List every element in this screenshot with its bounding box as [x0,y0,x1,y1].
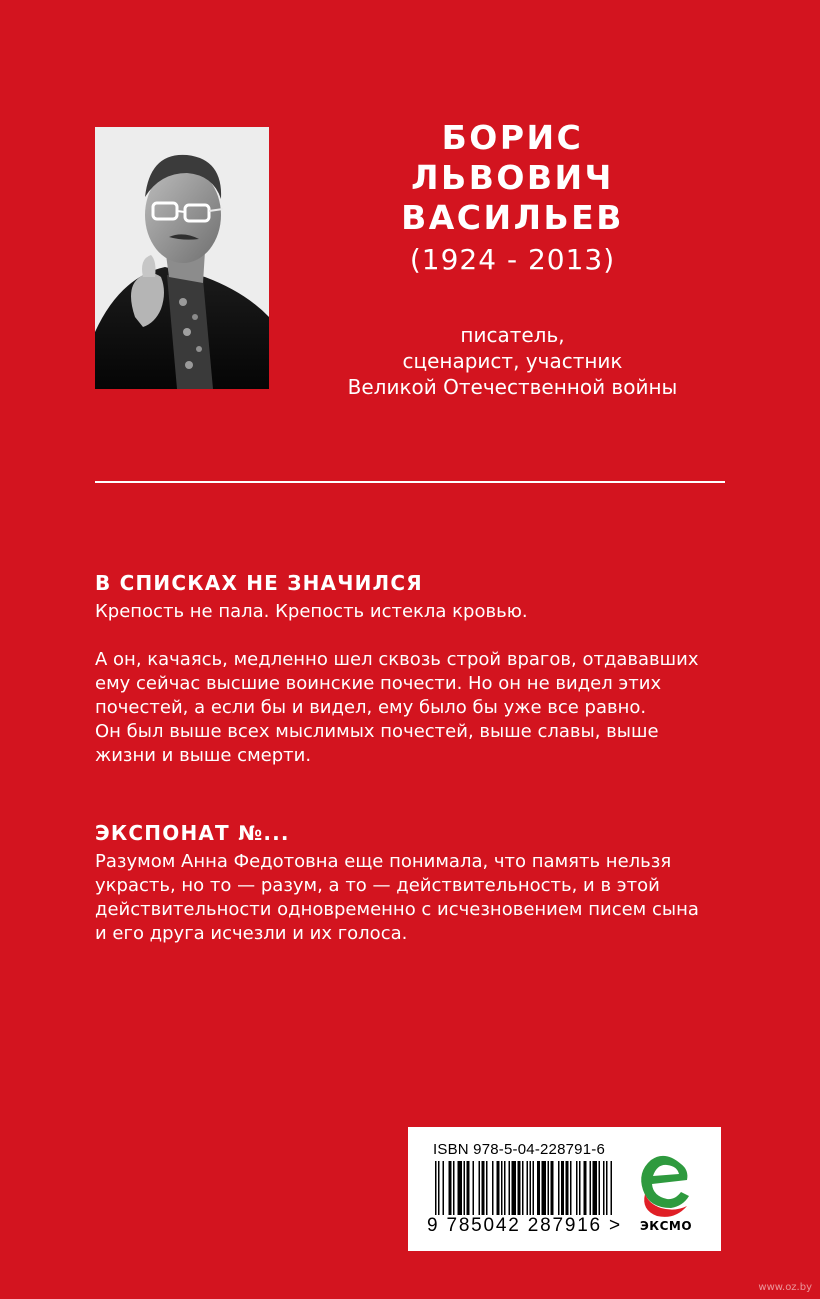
isbn-text: ISBN 978-5-04-228791-6 [433,1141,606,1158]
barcode-bar [584,1161,587,1219]
barcode-bar [576,1161,578,1219]
excerpt-line: и его друга исчезли и их голоса. [95,923,408,944]
barcode-bar [579,1161,581,1219]
barcode-bar [497,1161,500,1219]
excerpt-section [95,568,735,768]
barcode-bar [542,1161,547,1219]
author-description-line: сценарист, участник [402,349,623,373]
barcode-bar [479,1161,481,1219]
excerpt-line: Крепость не пала. Крепость истекла кровью. [95,601,528,622]
eksmo-logo-icon [635,1150,695,1220]
author-portrait-image [95,127,269,389]
barcode-bar [548,1161,550,1219]
excerpt-section [95,818,735,946]
author-description-line: писатель, [460,323,565,347]
barcode-bar [512,1161,517,1219]
barcode-bar [518,1161,521,1219]
excerpt-line: почестей, а если бы и видел, ему было бы уже все равно. [95,697,647,718]
watermark-text: www.oz.by [758,1282,812,1293]
barcode-bar [443,1161,445,1219]
author-name-line-2: ЛЬВОВИЧ [411,158,614,197]
barcode-bar [467,1161,470,1219]
barcode-bar [558,1161,560,1219]
barcode-bar [570,1161,572,1219]
barcode-bar [482,1161,485,1219]
barcode-bar [537,1161,540,1219]
author-info [300,118,725,400]
barcode-bar [561,1161,564,1219]
barcode-bar [590,1161,592,1219]
author-description-line: Великой Отечественной войны [347,375,678,399]
excerpt-line: Он был выше всех мыслимых почестей, выше славы, выше [95,721,659,742]
author-photo [95,127,269,389]
excerpt-line: ему сейчас высшие воинские почести. Но он не видел этих [95,673,662,694]
excerpt-line: Разумом Анна Федотовна еще понимала, что память нельзя [95,851,672,872]
excerpt-title: В СПИСКАХ НЕ ЗНАЧИЛСЯ [95,571,423,595]
barcode-bar [504,1161,506,1219]
excerpt-line: действительности одновременно с исчезновением писем сына [95,899,699,920]
divider-line [95,481,725,483]
barcode-bar [593,1161,598,1219]
barcode-bar [603,1161,605,1219]
barcode-bar [492,1161,494,1219]
barcode-bar [449,1161,452,1219]
barcode-bar [606,1161,608,1219]
barcode-bar [522,1161,524,1219]
barcode-bar [530,1161,532,1219]
excerpt-title: ЭКСПОНАТ №... [95,821,290,845]
barcode-bar [551,1161,554,1219]
author-years: (1924 - 2013) [409,243,616,276]
barcode-bar [501,1161,503,1219]
barcode-bar [464,1161,466,1219]
author-description [300,322,725,400]
author-name-line-3: ВАСИЛЬЕВ [401,198,624,237]
author-name-line-1: БОРИС [441,118,584,157]
barcode-bar [486,1161,488,1219]
barcode-digits: 9 785042 287916 > [427,1215,622,1236]
publisher-name: ЭКСМО [639,1219,693,1233]
barcode-panel [408,1127,721,1251]
barcode-bar [533,1161,535,1219]
barcode-bar [453,1161,455,1219]
excerpt-line: украсть, но то — разум, а то — действительность, и в этой [95,875,660,896]
excerpt-line: жизни и выше смерти. [95,745,312,766]
barcode-bar [566,1161,569,1219]
barcode-bar [458,1161,463,1219]
barcode-bar [509,1161,511,1219]
excerpt-line: А он, качаясь, медленно шел сквозь строй врагов, отдававших [95,649,699,670]
barcode-bar [599,1161,601,1219]
barcode-bar [473,1161,475,1219]
